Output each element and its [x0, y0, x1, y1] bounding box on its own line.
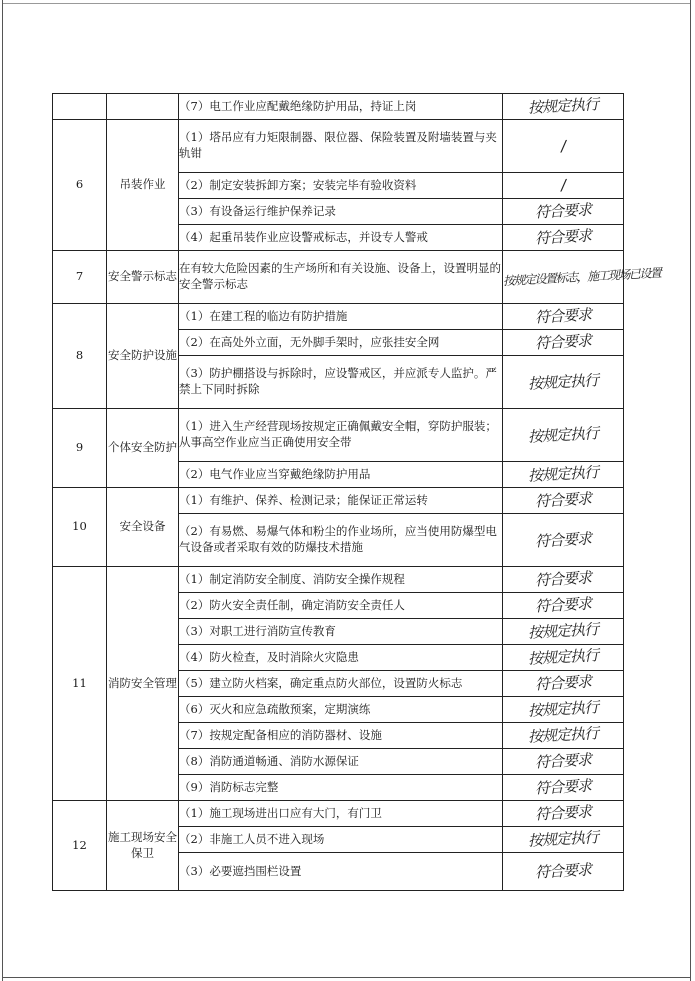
table-row	[53, 488, 624, 514]
result-cell	[503, 462, 624, 488]
result-cell	[503, 593, 624, 619]
requirement-text: （6）灭火和应急疏散预案，定期演练	[179, 697, 503, 723]
handwritten-result: 符合要求	[534, 594, 592, 616]
result-cell	[503, 225, 624, 251]
requirement-text: （1）施工现场进出口应有大门，有门卫	[179, 801, 503, 827]
inspection-item: 安全设备	[107, 488, 179, 567]
requirement-text: （1）有维护、保养、检测记录；能保证正常运转	[179, 488, 503, 514]
requirement-text: （1）在建工程的临边有防护措施	[179, 304, 503, 330]
handwritten-result: 符合要求	[534, 331, 592, 353]
row-number: 6	[53, 120, 107, 251]
inspection-item: 消防安全管理	[107, 567, 179, 801]
handwritten-result: 按规定执行	[527, 724, 599, 747]
page-border-bottom	[2, 977, 691, 978]
table-row	[53, 567, 624, 593]
result-cell	[503, 697, 624, 723]
inspection-table	[52, 93, 661, 891]
inspection-table-body	[53, 94, 661, 891]
requirement-text: （9）消防标志完整	[179, 775, 503, 801]
row-number: 10	[53, 488, 107, 567]
requirement-text: （3）防护棚搭设与拆除时，应设警戒区，并应派专人监护。严禁上下同时拆除	[179, 356, 503, 409]
handwritten-result: 符合要求	[534, 672, 592, 694]
requirement-text: （1）进入生产经营现场按规定正确佩戴安全帽，穿防护服装；从事高空作业应当正确使用安全带	[179, 409, 503, 462]
result-cell	[503, 619, 624, 645]
page-border-right	[690, 0, 691, 981]
requirement-text: （2）制定安装拆卸方案；安装完毕有验收资料	[179, 173, 503, 199]
row-number	[53, 94, 107, 120]
table-row	[53, 251, 624, 304]
requirement-text: （4）防火检查，及时消除火灾隐患	[179, 645, 503, 671]
requirement-text: （2）非施工人员不进入现场	[179, 827, 503, 853]
requirement-text: （8）消防通道畅通、消防水源保证	[179, 749, 503, 775]
inspection-item: 安全防护设施	[107, 304, 179, 409]
table-row	[53, 409, 624, 462]
result-cell	[503, 120, 624, 173]
handwritten-result: 按规定执行	[527, 424, 599, 446]
handwritten-result: 符合要求	[534, 489, 592, 511]
handwritten-result: /	[560, 176, 566, 195]
inspection-item: 吊装作业	[107, 120, 179, 251]
result-cell	[503, 356, 624, 409]
requirement-text: （2）防火安全责任制，确定消防安全责任人	[179, 593, 503, 619]
requirement-text: （3）必要遮挡围栏设置	[179, 853, 503, 891]
inspection-item: 安全警示标志	[107, 251, 179, 304]
handwritten-result: 按规定执行	[527, 95, 599, 118]
result-cell	[503, 567, 624, 593]
handwritten-result: /	[560, 136, 566, 155]
result-cell	[503, 94, 624, 120]
requirement-text: 在有较大危险因素的生产场所和有关设施、设备上，设置明显的安全警示标志	[179, 251, 503, 304]
result-cell	[503, 304, 624, 330]
inspection-item	[107, 94, 179, 120]
result-cell	[503, 330, 624, 356]
result-cell	[503, 801, 624, 827]
handwritten-result: 按规定执行	[527, 698, 599, 721]
table-row	[53, 304, 624, 330]
handwritten-result: 按规定执行	[527, 646, 599, 669]
row-number: 7	[53, 251, 107, 304]
page-border-top	[2, 3, 691, 4]
handwritten-result: 按规定执行	[527, 828, 599, 851]
handwritten-result: 符合要求	[534, 776, 592, 798]
handwritten-result: 按规定设置标志，施工现场已设置	[502, 265, 661, 288]
handwritten-result: 符合要求	[534, 529, 592, 551]
result-cell	[503, 409, 624, 462]
handwritten-result: 符合要求	[534, 200, 592, 222]
page-border-left	[2, 0, 3, 981]
result-cell	[503, 514, 624, 567]
requirement-text: （7）电工作业应配戴绝缘防护用品，持证上岗	[179, 94, 503, 120]
result-cell	[503, 488, 624, 514]
row-number: 9	[53, 409, 107, 488]
result-cell	[503, 173, 624, 199]
result-cell	[503, 723, 624, 749]
requirement-text: （2）电气作业应当穿戴绝缘防护用品	[179, 462, 503, 488]
result-cell	[503, 775, 624, 801]
requirement-text: （2）在高处外立面，无外脚手架时，应张挂安全网	[179, 330, 503, 356]
handwritten-result: 按规定执行	[527, 463, 599, 486]
requirement-text: （5）建立防火档案，确定重点防火部位，设置防火标志	[179, 671, 503, 697]
row-number: 8	[53, 304, 107, 409]
result-cell	[503, 749, 624, 775]
handwritten-result: 按规定执行	[527, 620, 599, 643]
requirement-text: （3）对职工进行消防宣传教育	[179, 619, 503, 645]
requirement-text: （1）制定消防安全制度、消防安全操作规程	[179, 567, 503, 593]
row-number: 11	[53, 567, 107, 801]
handwritten-result: 符合要求	[534, 802, 592, 824]
table-row	[53, 94, 624, 120]
handwritten-result: 符合要求	[534, 226, 592, 248]
requirement-text: （2）有易燃、易爆气体和粉尘的作业场所，应当使用防爆型电气设备或者采取有效的防爆技术措施	[179, 514, 503, 567]
result-cell	[503, 853, 624, 891]
result-cell	[502, 251, 661, 304]
row-number: 12	[53, 801, 107, 891]
handwritten-result: 符合要求	[534, 860, 592, 882]
inspection-item: 施工现场安全保卫	[107, 801, 179, 891]
table-row	[53, 801, 624, 827]
result-cell	[503, 199, 624, 225]
requirement-text: （7）按规定配备相应的消防器材、设施	[179, 723, 503, 749]
handwritten-result: 符合要求	[534, 750, 592, 772]
handwritten-result: 按规定执行	[527, 371, 599, 393]
result-cell	[503, 827, 624, 853]
result-cell	[503, 645, 624, 671]
requirement-text: （4）起重吊装作业应设警戒标志，并设专人警戒	[179, 225, 503, 251]
result-cell	[503, 671, 624, 697]
handwritten-result: 符合要求	[534, 305, 592, 327]
requirement-text: （1）塔吊应有力矩限制器、限位器、保险装置及附墙装置与夹轨钳	[179, 120, 503, 173]
handwritten-result: 符合要求	[534, 568, 592, 590]
table-row	[53, 120, 624, 173]
requirement-text: （3）有设备运行维护保养记录	[179, 199, 503, 225]
inspection-item: 个体安全防护	[107, 409, 179, 488]
